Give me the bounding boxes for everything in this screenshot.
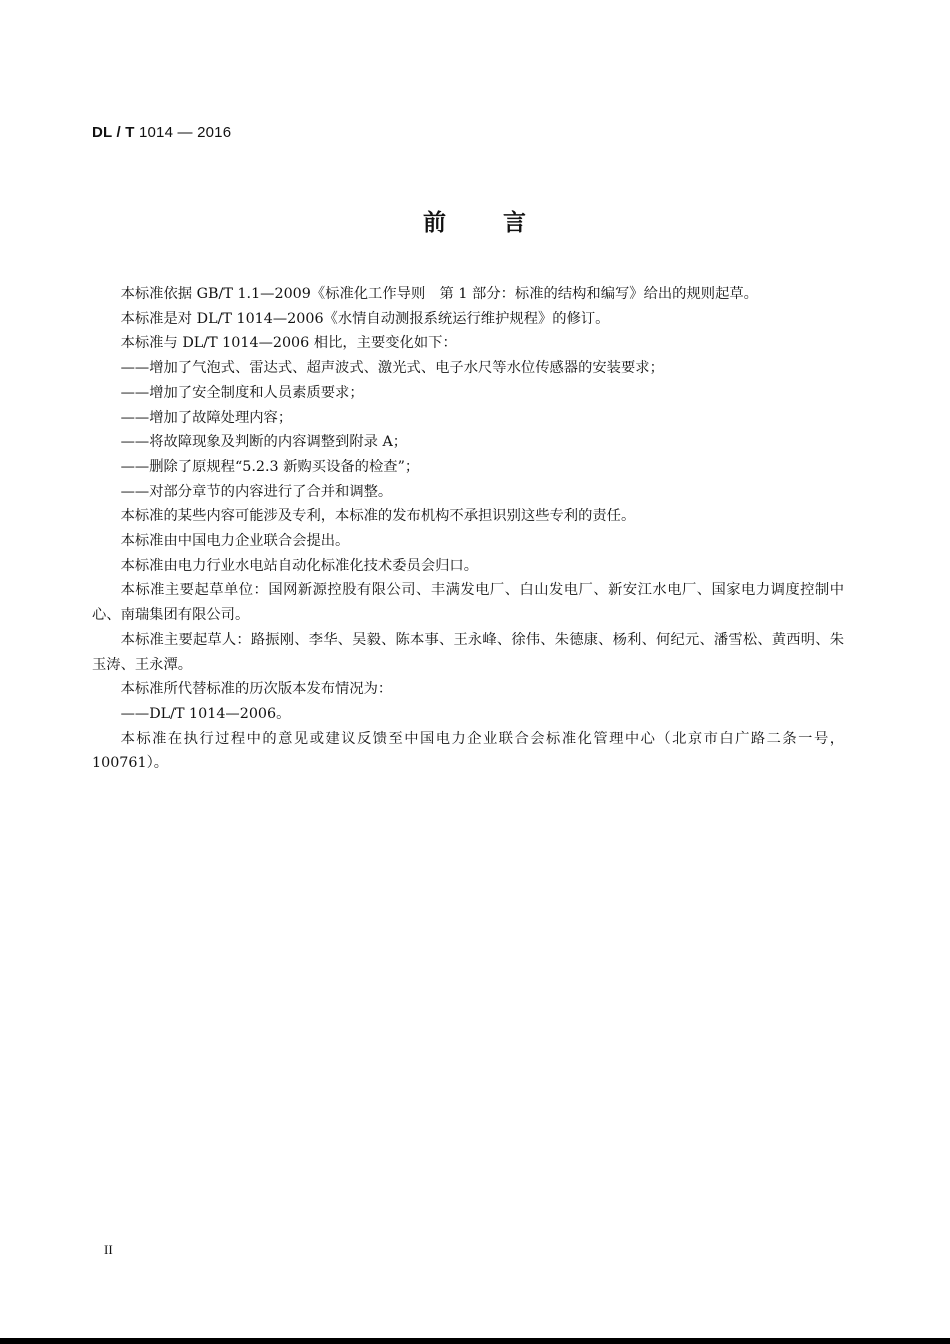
title-char-2: 言 (503, 210, 527, 236)
paragraph: 本标准与 DL/T 1014—2006 相比，主要变化如下： (120, 335, 457, 352)
standard-number: 1014 — 2016 (138, 124, 232, 141)
page-number: II (104, 1242, 113, 1257)
paragraph: 本标准主要起草单位：国网新源控股有限公司、丰满发电厂、白山发电厂、新安江水电厂、国家电力调度控制中心、南瑞集团有限公司。 (92, 582, 844, 624)
list-item: ——删除了原规程“5.2.3 新购买设备的检查”； (120, 458, 420, 475)
list-item: ——增加了安全制度和人员素质要求； (120, 384, 364, 401)
list-item: ——对部分章节的内容进行了合并和调整。 (120, 483, 393, 500)
foreword-body (92, 282, 844, 776)
paragraph: 本标准的某些内容可能涉及专利，本标准的发布机构不承担识别这些专利的责任。 (120, 508, 636, 525)
paragraph: 本标准主要起草人：路振刚、李华、吴毅、陈本事、王永峰、徐伟、朱德康、杨利、何纪元、潘雪松、黄西明、朱玉涛、王永潭。 (92, 631, 844, 673)
list-item: ——DL/T 1014—2006。 (120, 705, 291, 722)
document-header (92, 124, 231, 141)
paragraph: 本标准所代替标准的历次版本发布情况为： (120, 681, 393, 698)
page-title (0, 204, 950, 237)
list-item: ——增加了气泡式、雷达式、超声波式、激光式、电子水尺等水位传感器的安装要求； (120, 360, 664, 377)
standard-code: DL / T (92, 124, 135, 141)
list-item: ——增加了故障处理内容； (120, 409, 293, 426)
paragraph: 本标准由电力行业水电站自动化标准化技术委员会归口。 (120, 557, 479, 574)
bottom-edge-bar (0, 1338, 950, 1344)
paragraph: 本标准依据 GB/T 1.1—2009《标准化工作导则 第 1 部分：标准的结构和编写》给出的规则起草。 (120, 286, 758, 302)
paragraph: 本标准在执行过程中的意见或建议反馈至中国电力企业联合会标准化管理中心（北京市白广路二条一号，100761）。 (92, 730, 844, 772)
list-item: ——将故障现象及判断的内容调整到附录 A； (120, 434, 408, 451)
paragraph: 本标准是对 DL/T 1014—2006《水情自动测报系统运行维护规程》的修订。 (120, 310, 610, 327)
title-char-1: 前 (423, 210, 447, 236)
paragraph: 本标准由中国电力企业联合会提出。 (120, 533, 350, 550)
